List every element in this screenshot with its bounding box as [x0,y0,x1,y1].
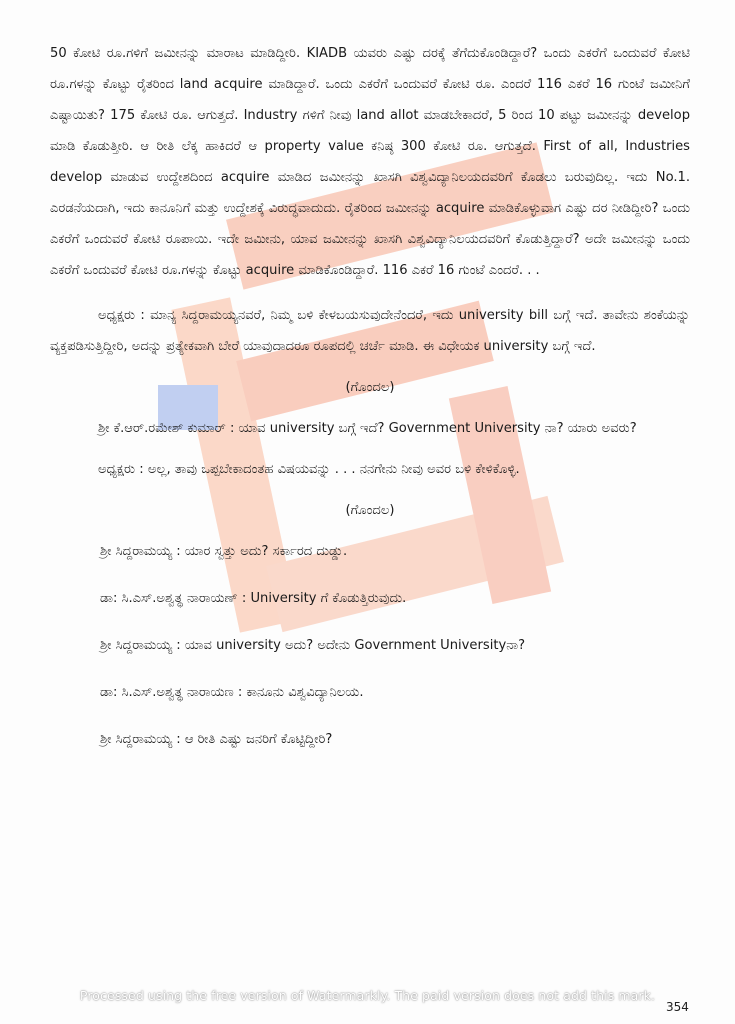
dialogue-line: ಡಾ: ಸಿ.ಎಸ್.ಅಶ್ವತ್ಥ ನಾರಾಯಣ್ : University ಗೆ ಕೊಡುತ್ತಿರುವುದು. [100,591,407,606]
page-number: 354 [666,1000,689,1014]
interjection: (ಗೊಂದಲ) [345,380,395,395]
paragraph: ಅಧ್ಯಕ್ಷರು : ಮಾನ್ಯ ಸಿದ್ದರಾಮಯ್ಯನವರೆ, ನಿಮ್ಮ ಬಳಿ ಕೇಳಬಯಸುವುದೇನೆಂದರೆ, ಇದು university bill ಬಗ್ಗೆ ಇದೆ. ತಾವೇನು ಶಂಕೆಯನ್ನು ವ್ಯಕ್ತಪಡಿಸುತ್ತಿದ್ದೀರಿ, ಅದನ್ನು ಪ್ರತ್ಯೇಕವಾಗಿ ಬೇರೆ ಯಾವುದಾದರೂ ರೂಪದಲ್ಲಿ ಚರ್ಚೆ ಮಾಡಿ. ಈ ವಿಧೇಯಕ university ಬಗ್ಗೆ ಇದೆ. [50,308,690,354]
watermark-note: Processed using the free version of Watermarkly. The paid version does not add this mark. [79,988,656,1003]
dialogue-line: ಶ್ರೀ ಸಿದ್ದರಾಮಯ್ಯ : ಯಾವ university ಅದು? ಅದೇನು Government Universityನಾ? [100,638,526,653]
paragraph: 50 ಕೋಟಿ ರೂ.ಗಳಿಗೆ ಜಮೀನನ್ನು ಮಾರಾಟ ಮಾಡಿದ್ದೀರಿ. KIADB ಯವರು ಎಷ್ಟು ದರಕ್ಕೆ ತೆಗೆದುಕೊಂಡಿದ್ದಾರೆ? ಒಂದು ಎಕರೆಗೆ ಒಂದುವರೆ ಕೋಟಿ ರೂ.ಗಳನ್ನು ಕೊಟ್ಟು ರೈತರಿಂದ land acquire ಮಾಡಿದ್ದಾರೆ. ಒಂದು ಎಕರೆಗೆ ಒಂದುವರೆ ಕೋಟಿ ರೂ. ಎಂದರೆ 116 ಎಕರೆ 16 ಗುಂಟೆ ಜಮೀನಿಗೆ ಎಷ್ಟಾಯಿತು? 175 ಕೋಟಿ ರೂ. ಆಗುತ್ತದೆ. Industry ಗಳಿಗೆ ನೀವು land allot ಮಾಡಬೇಕಾದರೆ, 5 ರಿಂದ 10 ಪಟ್ಟು ಜಮೀನನ್ನು develop ಮಾಡಿ ಕೊಡುತ್ತೀರಿ. ಆ ರೀತಿ ಲೆಕ್ಕ ಹಾಕಿದರೆ ಆ property value ಕನಿಷ್ಠ 300 ಕೋಟಿ ರೂ. ಆಗುತ್ತದೆ. First of all, Industries develop ಮಾಡುವ ಉದ್ದೇಶದಿಂದ acquire ಮಾಡಿದ ಜಮೀನನ್ನು ಖಾಸಗಿ ವಿಶ್ವವಿದ್ಯಾನಿಲಯದವರಿಗೆ ಕೊಡಲು ಬರುವುದಿಲ್ಲ. ಇದು No.1. ಎರಡನೆಯದಾಗಿ, ಇದು ಕಾನೂನಿಗೆ ಮತ್ತು ಉದ್ದೇಶಕ್ಕೆ ವಿರುದ್ಧವಾದುದು. ರೈತರಿಂದ ಜಮೀನನ್ನು acquire ಮಾಡಿಕೊಳ್ಳುವಾಗ ಎಷ್ಟು ದರ ನೀಡಿದ್ದೀರಿ? ಒಂದು ಎಕರೆಗೆ ಒಂದುವರೆ ಕೋಟಿ ರೂಪಾಯಿ. ಇದೇ ಜಮೀನು, ಯಾವ ಜಮೀನನ್ನು ಖಾಸಗಿ ವಿಶ್ವವಿದ್ಯಾನಿಲಯದವರಿಗೆ ಕೊಡುತ್ತಿದ್ದಾರೆ? ಅದೇ ಜಮೀನನ್ನು ಒಂದು ಎಕರೆಗೆ ಒಂದುವರೆ ಕೋಟಿ ರೂ.ಗಳನ್ನು ಕೊಟ್ಟು acquire ಮಾಡಿಕೊಂಡಿದ್ದಾರೆ. 116 ಎಕರೆ 16 ಗುಂಟೆ ಎಂದರೆ. . . [50,46,690,278]
dialogue-line: ಡಾ: ಸಿ.ಎಸ್.ಅಶ್ವತ್ಥ ನಾರಾಯಣ : ಕಾನೂನು ವಿಶ್ವವಿದ್ಯಾನಿಲಯ. [100,685,364,700]
dialogue-line: ಶ್ರೀ ಸಿದ್ದರಾಮಯ್ಯ : ಆ ರೀತಿ ಎಷ್ಟು ಜನರಿಗೆ ಕೊಟ್ಟಿದ್ದೀರಿ? [100,732,333,747]
interjection: (ಗೊಂದಲ) [345,503,395,518]
paragraph: ಅಧ್ಯಕ್ಷರು : ಅಲ್ಲ, ತಾವು ಒಪ್ಪಬೇಕಾದಂತಹ ವಿಷಯವನ್ನು . . . ನನಗೇನು ನೀವು ಅವರ ಬಳಿ ಕೇಳಿಕೊಳ್ಳಿ. [98,462,520,477]
dialogue-line: ಶ್ರೀ ಸಿದ್ದರಾಮಯ್ಯ : ಯಾರ ಸ್ವತ್ತು ಅದು? ಸರ್ಕಾರದ ದುಡ್ಡು. [100,544,348,559]
paragraph: ಶ್ರೀ ಕೆ.ಆರ್.ರಮೇಶ್ ಕುಮಾರ್ : ಯಾವ university ಬಗ್ಗೆ ಇದೆ? Government University ನಾ? ಯಾರು ಅವರು? [98,421,637,436]
document-body [50,38,690,755]
